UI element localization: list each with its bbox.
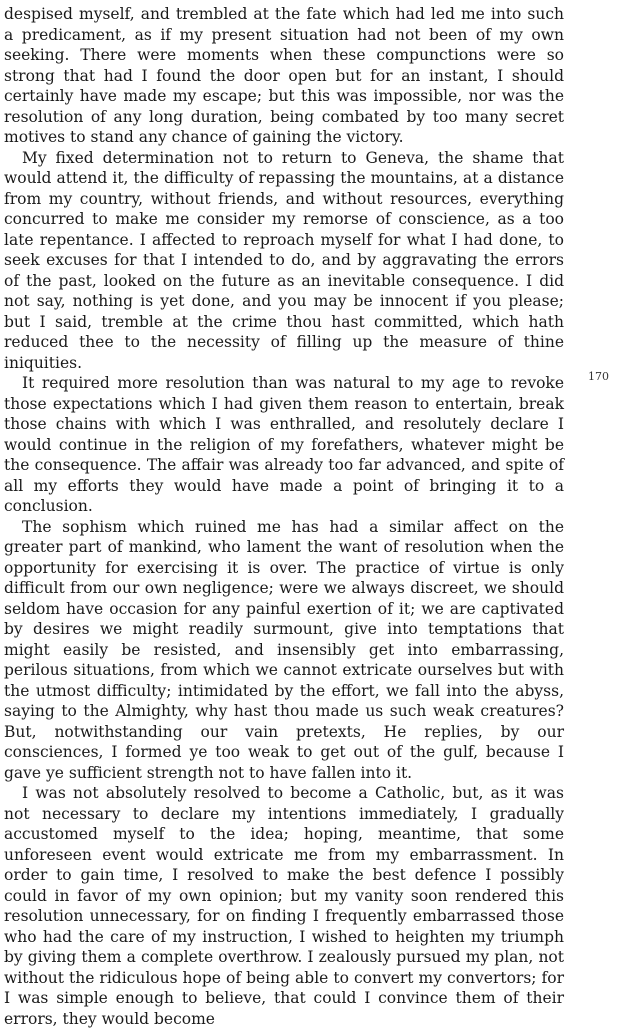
paragraph-5: I was not absolutely resolved to become a Catholic, but, as it was not necessary to declare my intentions immediately, I gradually accustomed myself to the idea; hoping, meantime, that some unforeseen event would extricate me from my embarrassment. In order to gain time, I resolved to make the best defence I possibly could in favor of my own opinion; but my vanity soon rendered this resolution unnecessary, for on finding I frequently embarrassed those who had the care of my instruction, I wished to heighten my triumph by giving them a complete overthrow. I zealously pursued my plan, not without the ridiculous hope of being able to convert my convertors; for I was simple enough to believe, that could I convince them of their errors, they would become — [4, 784, 564, 1028]
paragraph-4: The sophism which ruined me has had a similar affect on the greater part of mankind, who lament the want of resolution when the opportunity for exercising it is over. The practice of virtue is only difficult from our own negligence; were we always discreet, we should seldom have occasion for any painful exertion of it; we are captivated by desires we might readily surmount, give into temptations that might easily be resisted, and insensibly get into embarrassing, perilous situations, from which we cannot extricate ourselves but with the utmost difficulty; intimidated by the effort, we fall into the abyss, saying to the Almighty, why hast thou made us such weak creatures? But, notwithstanding our vain pretexts, He replies, by our consciences, I formed ye too weak to get out of the gulf, because I gave ye sufficient strength not to have fallen into it. — [4, 517, 564, 782]
margin-page-number: 170 — [588, 370, 609, 383]
paragraph-1: despised myself, and trembled at the fate which had led me into such a predicament, as if my present situation had not been of my own seeking. There were moments when these compunctions were so strong that had I found the door open but for an instant, I should certainly have made my escape; but this was impossible, nor was the resolution of any long duration, being combated by too many secret motives to stand any chance of gaining the victory. — [4, 5, 564, 146]
paragraph-2: My fixed determination not to return to Geneva, the shame that would attend it, the difficulty of repassing the mountains, at a distance from my country, without friends, and without resources, everything concurred to make me consider my remorse of conscience, as a too late repentance. I affected to reproach myself for what I had done, to seek excuses for that I intended to do, and by aggravating the errors of the past, looked on the future as an inevitable consequence. I did not say, nothing is yet done, and you may be innocent if you please; but I said, tremble at the crime thou hast committed, which hath reduced thee to the necessity of filling up the measure of thine iniquities. — [4, 148, 564, 372]
text-column — [4, 4, 564, 1029]
paragraph-3: It required more resolution than was natural to my age to revoke those expectations which I had given them reason to entertain, break those chains with which I was enthralled, and resolutely declare I would continue in the religion of my forefathers, whatever might be the consequence. The affair was already too far advanced, and spite of all my efforts they would have made a point of bringing it to a conclusion. — [4, 374, 564, 515]
